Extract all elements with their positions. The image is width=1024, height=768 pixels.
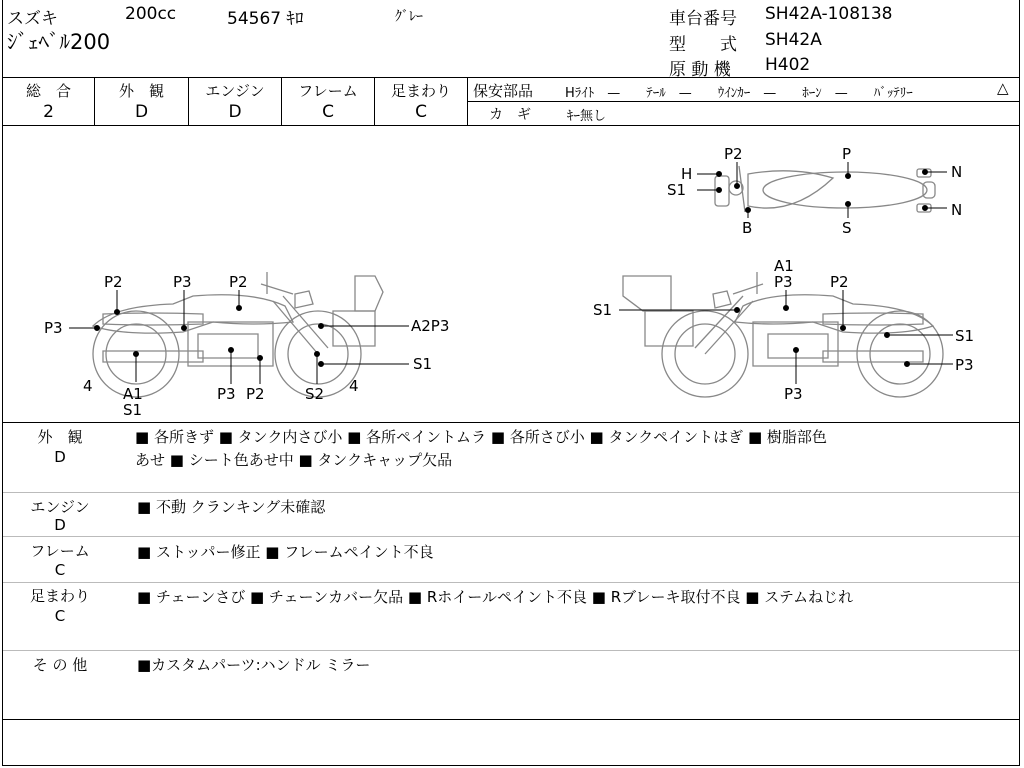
divider: [3, 650, 1019, 651]
grade-label-overall: 総 合: [25, 82, 71, 100]
type-value: SH42A: [765, 30, 822, 50]
label-left-s1: S1: [413, 355, 433, 373]
note-text-suspension: ■ チェーンさび ■ チェーンカバー欠品 ■ Rホイールペイント不良 ■ Rブレーキ取付不良 ■ ステムねじれ: [137, 588, 854, 606]
label-left-p3: P2: [229, 273, 248, 291]
note-label-exterior: 外 観: [37, 428, 83, 446]
bike-outlines: [93, 166, 943, 397]
label-top-b: B: [742, 219, 753, 237]
grade-value-engine: D: [228, 102, 242, 122]
safety-triangle: △: [997, 79, 1009, 97]
grade-label-frame: フレーム: [298, 82, 358, 100]
label-left-s1: S1: [123, 401, 143, 419]
note-text-frame: ■ ストッパー修正 ■ フレームペイント不良: [137, 543, 434, 561]
key-value: ｷｰ無し: [567, 109, 607, 124]
color: ｸﾞﾚｰ: [395, 9, 423, 25]
divider: [3, 422, 1019, 423]
note-grade-engine: D: [54, 516, 66, 534]
divider: [3, 582, 1019, 583]
frame-no: SH42A-108138: [765, 4, 893, 24]
divider: [3, 77, 1019, 78]
maker: スズキ: [7, 9, 58, 29]
label-top-n: N: [951, 201, 963, 219]
note-grade-exterior: D: [54, 448, 66, 466]
divider: [467, 101, 1019, 102]
bike-top-view: [715, 166, 935, 212]
grade-value-frame: C: [322, 102, 334, 122]
grade-label-exterior: 外 観: [118, 82, 164, 100]
note-grade-frame: C: [54, 561, 66, 579]
safety-items: Hﾗｲﾄ — ﾃｰﾙ — ｳｲﾝｶｰ — ﾎｰﾝ — ﾊﾞｯﾃﾘｰ: [565, 86, 913, 101]
engine-value: H402: [765, 55, 811, 75]
label-left-4: 4: [349, 377, 359, 395]
damage-labels: [44, 145, 974, 419]
divider: [467, 77, 468, 125]
grade-value-exterior: D: [134, 102, 149, 122]
label-left-a1: A1: [123, 385, 143, 403]
label-top-p2: P2: [724, 145, 743, 163]
key-label: カ ギ: [489, 107, 531, 123]
damage-diagram: [3, 126, 1019, 422]
note-label-suspension: 足まわり: [29, 587, 90, 605]
label-left-a2p3: A2P3: [411, 317, 450, 335]
grade-value-overall: 2: [43, 102, 54, 122]
divider: [3, 492, 1019, 493]
note-text-exterior: ■ 各所きず ■ タンク内さび小 ■ 各所ペイントムラ ■ 各所さび小 ■ タンクペイントはぎ ■ 樹脂部色: [135, 428, 827, 446]
mileage: 54567 ｷﾛ: [227, 9, 304, 29]
inspection-sheet: [2, 0, 1020, 766]
label-top-n: N: [951, 163, 963, 181]
note-label-frame: フレーム: [30, 542, 90, 560]
label-right-s1: S1: [593, 301, 613, 319]
divider: [3, 536, 1019, 537]
label-left-p2: P3: [44, 319, 63, 337]
label-left-p2: P2: [246, 385, 265, 403]
note-label-other: そ の 他: [32, 656, 88, 674]
note-text-engine: ■ 不動 クランキング未確認: [137, 498, 326, 516]
frame-no-label: 車台番号: [669, 9, 737, 29]
label-right-p3: P3: [784, 385, 803, 403]
safety-label: 保安部品: [473, 82, 534, 100]
label-left-p3: P3: [173, 273, 192, 291]
label-right-p3: P3: [774, 273, 793, 291]
displacement: 200cc: [125, 4, 177, 24]
label-top-s: S: [842, 219, 852, 237]
label-left-p2: P2: [104, 273, 123, 291]
model-name: ｼﾞｪﾍﾞﾙ200: [7, 30, 111, 54]
label-right-p2: P2: [830, 273, 849, 291]
note-text-exterior: あせ ■ シート色あせ中 ■ タンクキャップ欠品: [135, 451, 453, 469]
label-left-s2: S2: [305, 385, 325, 403]
note-text-other: ■カスタムパーツ:ハンドル ミラー: [137, 656, 371, 674]
label-top-p: P: [842, 145, 852, 163]
divider: [3, 719, 1019, 720]
label-right-p3: P3: [955, 356, 974, 374]
label-left-4: 4: [83, 377, 93, 395]
label-top-h: H: [681, 165, 693, 183]
label-left-p3: P3: [217, 385, 236, 403]
type-label: 型 式: [669, 35, 737, 55]
label-top-s1: S1: [667, 181, 687, 199]
label-right-s1: S1: [955, 327, 975, 345]
grade-label-suspension: 足まわり: [390, 82, 451, 100]
grade-value-suspension: C: [415, 102, 427, 122]
engine-label: 原 動 機: [669, 60, 731, 80]
note-label-engine: エンジン: [30, 498, 90, 516]
label-right-a1: A1: [774, 257, 794, 275]
note-grade-suspension: C: [54, 607, 66, 625]
grade-label-engine: エンジン: [205, 82, 265, 100]
